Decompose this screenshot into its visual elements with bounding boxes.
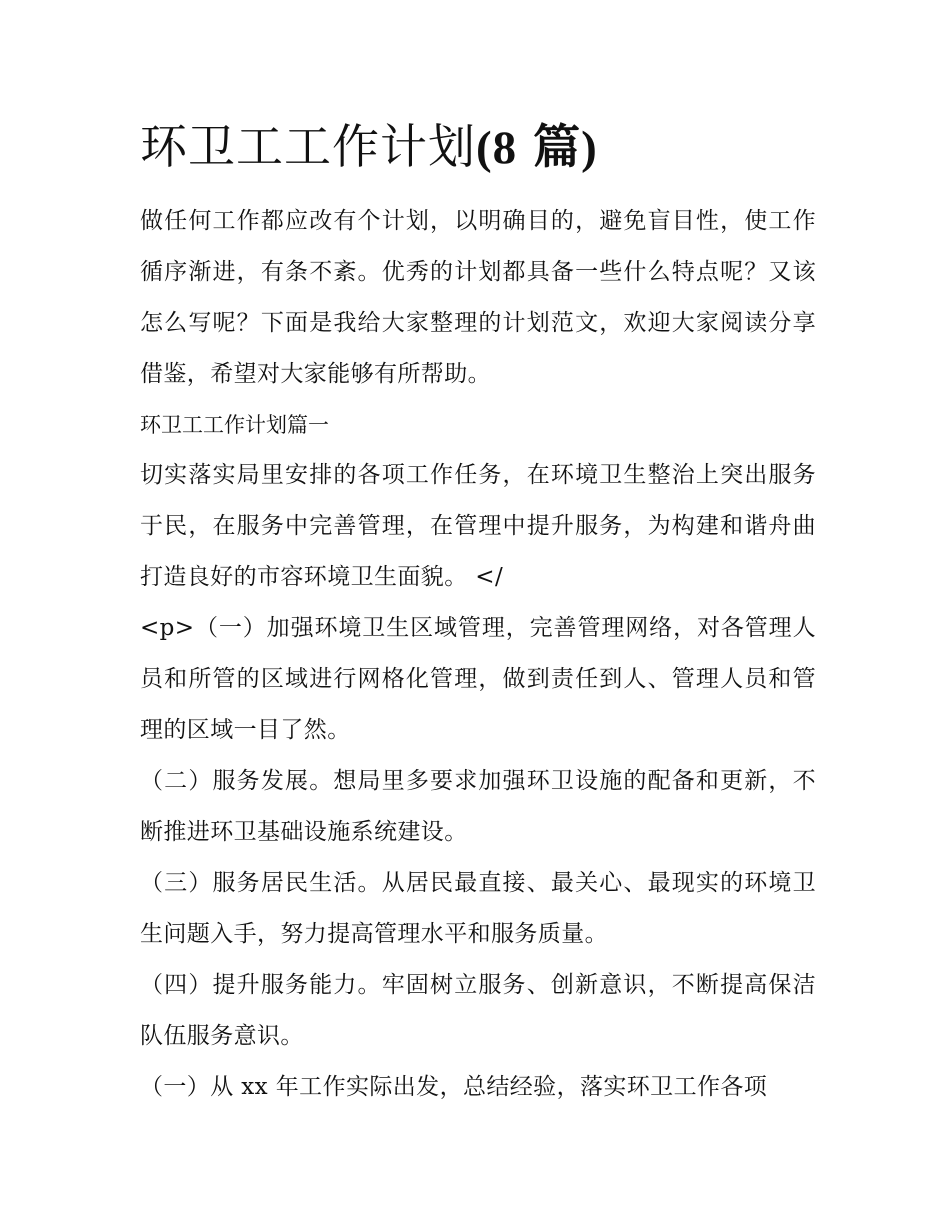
body-paragraph-6: （一）从 xx 年工作实际出发，总结经验，落实环卫工作各项 bbox=[140, 1074, 768, 1100]
title-tail: 篇) bbox=[533, 122, 598, 174]
section-heading: 环卫工工作计划篇一 bbox=[140, 413, 329, 437]
body-paragraph-2: <p>（一）加强环境卫生区域管理，完善管理网络，对各管理人员和所管的区域进行网格化管理，做到责任到人、管理人员和管理的区域一目了然。 bbox=[140, 615, 816, 743]
body-paragraph-3: （二）服务发展。想局里多要求加强环卫设施的配备和更新，不断推进环卫基础设施系统建设。 bbox=[140, 768, 816, 845]
intro-paragraph: 做任何工作都应改有个计划，以明确目的，避免盲目性，使工作循序渐进，有条不紊。优秀的计划都具备一些什么特点呢？又该怎么写呢？下面是我给大家整理的计划范文，欢迎大家阅读分享借鉴，希望对大家能够有所帮助。 bbox=[140, 208, 816, 387]
document-title bbox=[140, 118, 840, 178]
title-count: (8 bbox=[476, 122, 518, 174]
document-body bbox=[140, 196, 816, 1113]
body-paragraph-4: （三）服务居民生活。从居民最直接、最关心、最现实的环境卫生问题入手，努力提高管理水平和服务质量。 bbox=[140, 870, 816, 947]
body-paragraph-1: 切实落实局里安排的各项工作任务，在环境卫生整治上突出服务于民，在服务中完善管理，在管理中提升服务，为构建和谐舟曲打造良好的市容环境卫生面貌。 </ bbox=[140, 462, 816, 590]
body-paragraph-5: （四）提升服务能力。牢固树立服务、创新意识，不断提高保洁队伍服务意识。 bbox=[140, 972, 816, 1049]
title-main: 环卫工工作计划 bbox=[140, 120, 476, 175]
